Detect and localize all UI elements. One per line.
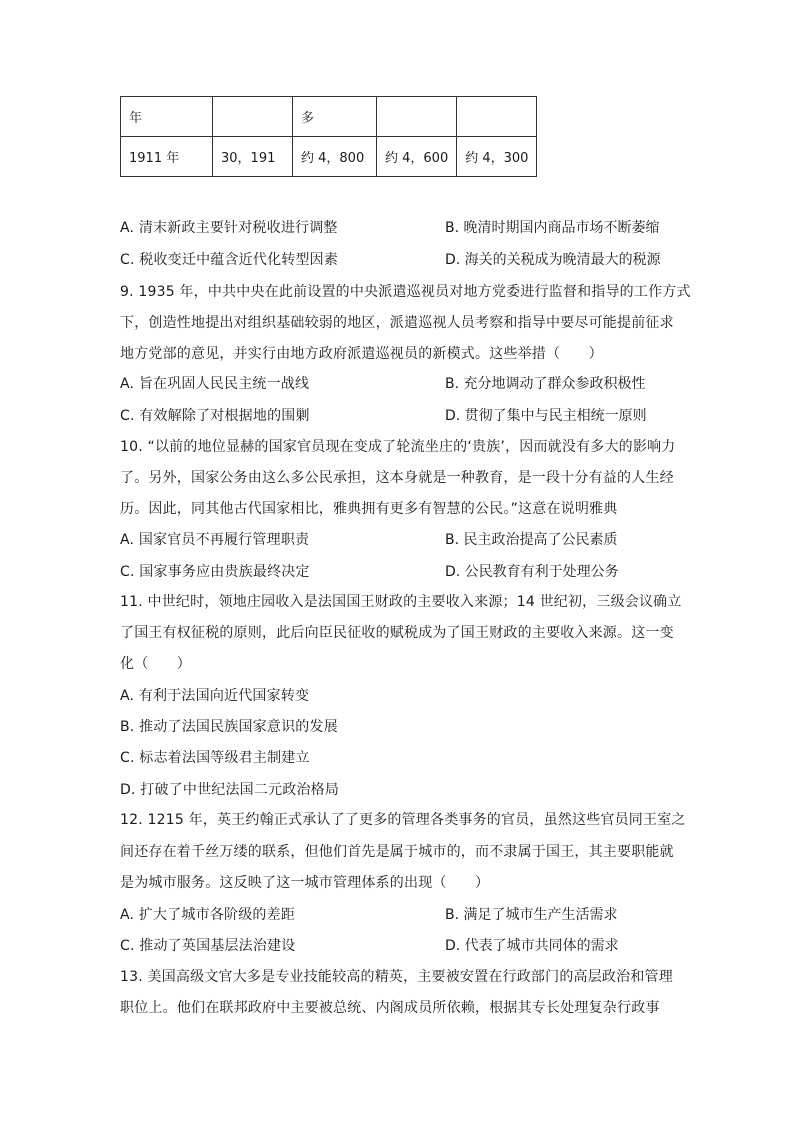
q8-option-a: A. 清末新政主要针对税收进行调整	[120, 220, 338, 236]
q11-stem-line: 11. 中世纪时，领地庄园收入是法国国王财政的主要收入来源；14 世纪初，三级会议确立	[120, 594, 682, 610]
q12-option-b: B. 满足了城市生产生活需求	[445, 907, 618, 923]
q9-option-c: C. 有效解除了对根据地的围剿	[120, 408, 310, 424]
q11-option-a: A. 有利于法国向近代国家转变	[120, 688, 310, 704]
q11-stem-line: 了国王有权征税的原则，此后向臣民征收的赋税成为了国王财政的主要收入来源。这一变	[120, 625, 674, 641]
q8-option-d: D. 海关的关税成为晚清最大的税源	[445, 252, 661, 268]
tax-table	[120, 96, 537, 177]
q9-stem-line: 9. 1935 年，中共中央在此前设置的中央派遣巡视员对地方党委进行监督和指导的工作方式	[120, 284, 691, 300]
q13-stem-line: 13. 美国高级文官大多是专业技能较高的精英，主要被安置在行政部门的高层政治和管理	[120, 969, 673, 985]
q11-option-c: C. 标志着法国等级君主制建立	[120, 750, 310, 766]
q11-option-d: D. 打破了中世纪法国二元政治格局	[120, 782, 340, 798]
q11-stem-line: 化（ ）	[120, 656, 191, 672]
table-cell: 年	[121, 97, 213, 137]
q11-option-b: B. 推动了法国民族国家意识的发展	[120, 719, 338, 735]
table-cell	[213, 97, 293, 137]
table-cell: 1911 年	[121, 137, 213, 177]
q12-option-d: D. 代表了城市共同体的需求	[445, 938, 619, 954]
q8-option-c: C. 税收变迁中蕴含近代化转型因素	[120, 252, 339, 268]
q10-option-b: B. 民主政治提高了公民素质	[445, 532, 618, 548]
q8-option-b: B. 晚清时期国内商品市场不断萎缩	[445, 220, 660, 236]
q10-option-d: D. 公民教育有利于处理公务	[445, 564, 619, 580]
q12-stem-line: 12. 1215 年，英王约翰正式承认了了更多的管理各类事务的官员，虽然这些官员同王室之	[120, 812, 686, 828]
q9-stem-line: 地方党部的意见，并实行由地方政府派遣巡视员的新模式。这些举措（ ）	[120, 346, 603, 362]
q9-option-d: D. 贯彻了集中与民主相统一原则	[445, 408, 647, 424]
table-row	[121, 97, 537, 137]
q9-option-b: B. 充分地调动了群众参政积极性	[445, 376, 646, 392]
table-cell	[457, 97, 537, 137]
q12-stem-line: 是为城市服务。这反映了这一城市管理体系的出现（ ）	[120, 875, 490, 891]
q10-stem-line: 了。另外，国家公务由这么多公民承担，这本身就是一种教育，是一段十分有益的人生经	[120, 470, 674, 486]
q10-stem-line: 10. “以前的地位显赫的国家官员现在变成了轮流坐庄的‘贵族’，因而就没有多大的影响力	[120, 439, 676, 455]
table-row	[121, 137, 537, 177]
q10-option-c: C. 国家事务应由贵族最终决定	[120, 564, 310, 580]
q10-stem-line: 历。因此，同其他古代国家相比，雅典拥有更多有智慧的公民。”这意在说明雅典	[120, 501, 618, 517]
q10-option-a: A. 国家官员不再履行管理职责	[120, 532, 310, 548]
table-cell: 30，191	[213, 137, 293, 177]
q12-option-a: A. 扩大了城市各阶级的差距	[120, 907, 296, 923]
q13-stem-line: 职位上。他们在联邦政府中主要被总统、内阁成员所依赖，根据其专长处理复杂行政事	[120, 1000, 660, 1016]
table-cell	[377, 97, 457, 137]
table-cell: 约 4，800	[293, 137, 377, 177]
q12-stem-line: 间还存在着千丝万缕的联系，但他们首先是属于城市的，而不隶属于国王，其主要职能就	[120, 844, 674, 860]
q9-stem-line: 下，创造性地提出对组织基础较弱的地区，派遣巡视人员考察和指导中要尽可能提前征求	[120, 315, 674, 331]
q9-option-a: A. 旨在巩固人民民主统一战线	[120, 376, 310, 392]
q12-option-c: C. 推动了英国基层法治建设	[120, 938, 296, 954]
table-cell: 约 4，600	[377, 137, 457, 177]
table-cell: 约 4，300	[457, 137, 537, 177]
table-cell: 多	[293, 97, 377, 137]
